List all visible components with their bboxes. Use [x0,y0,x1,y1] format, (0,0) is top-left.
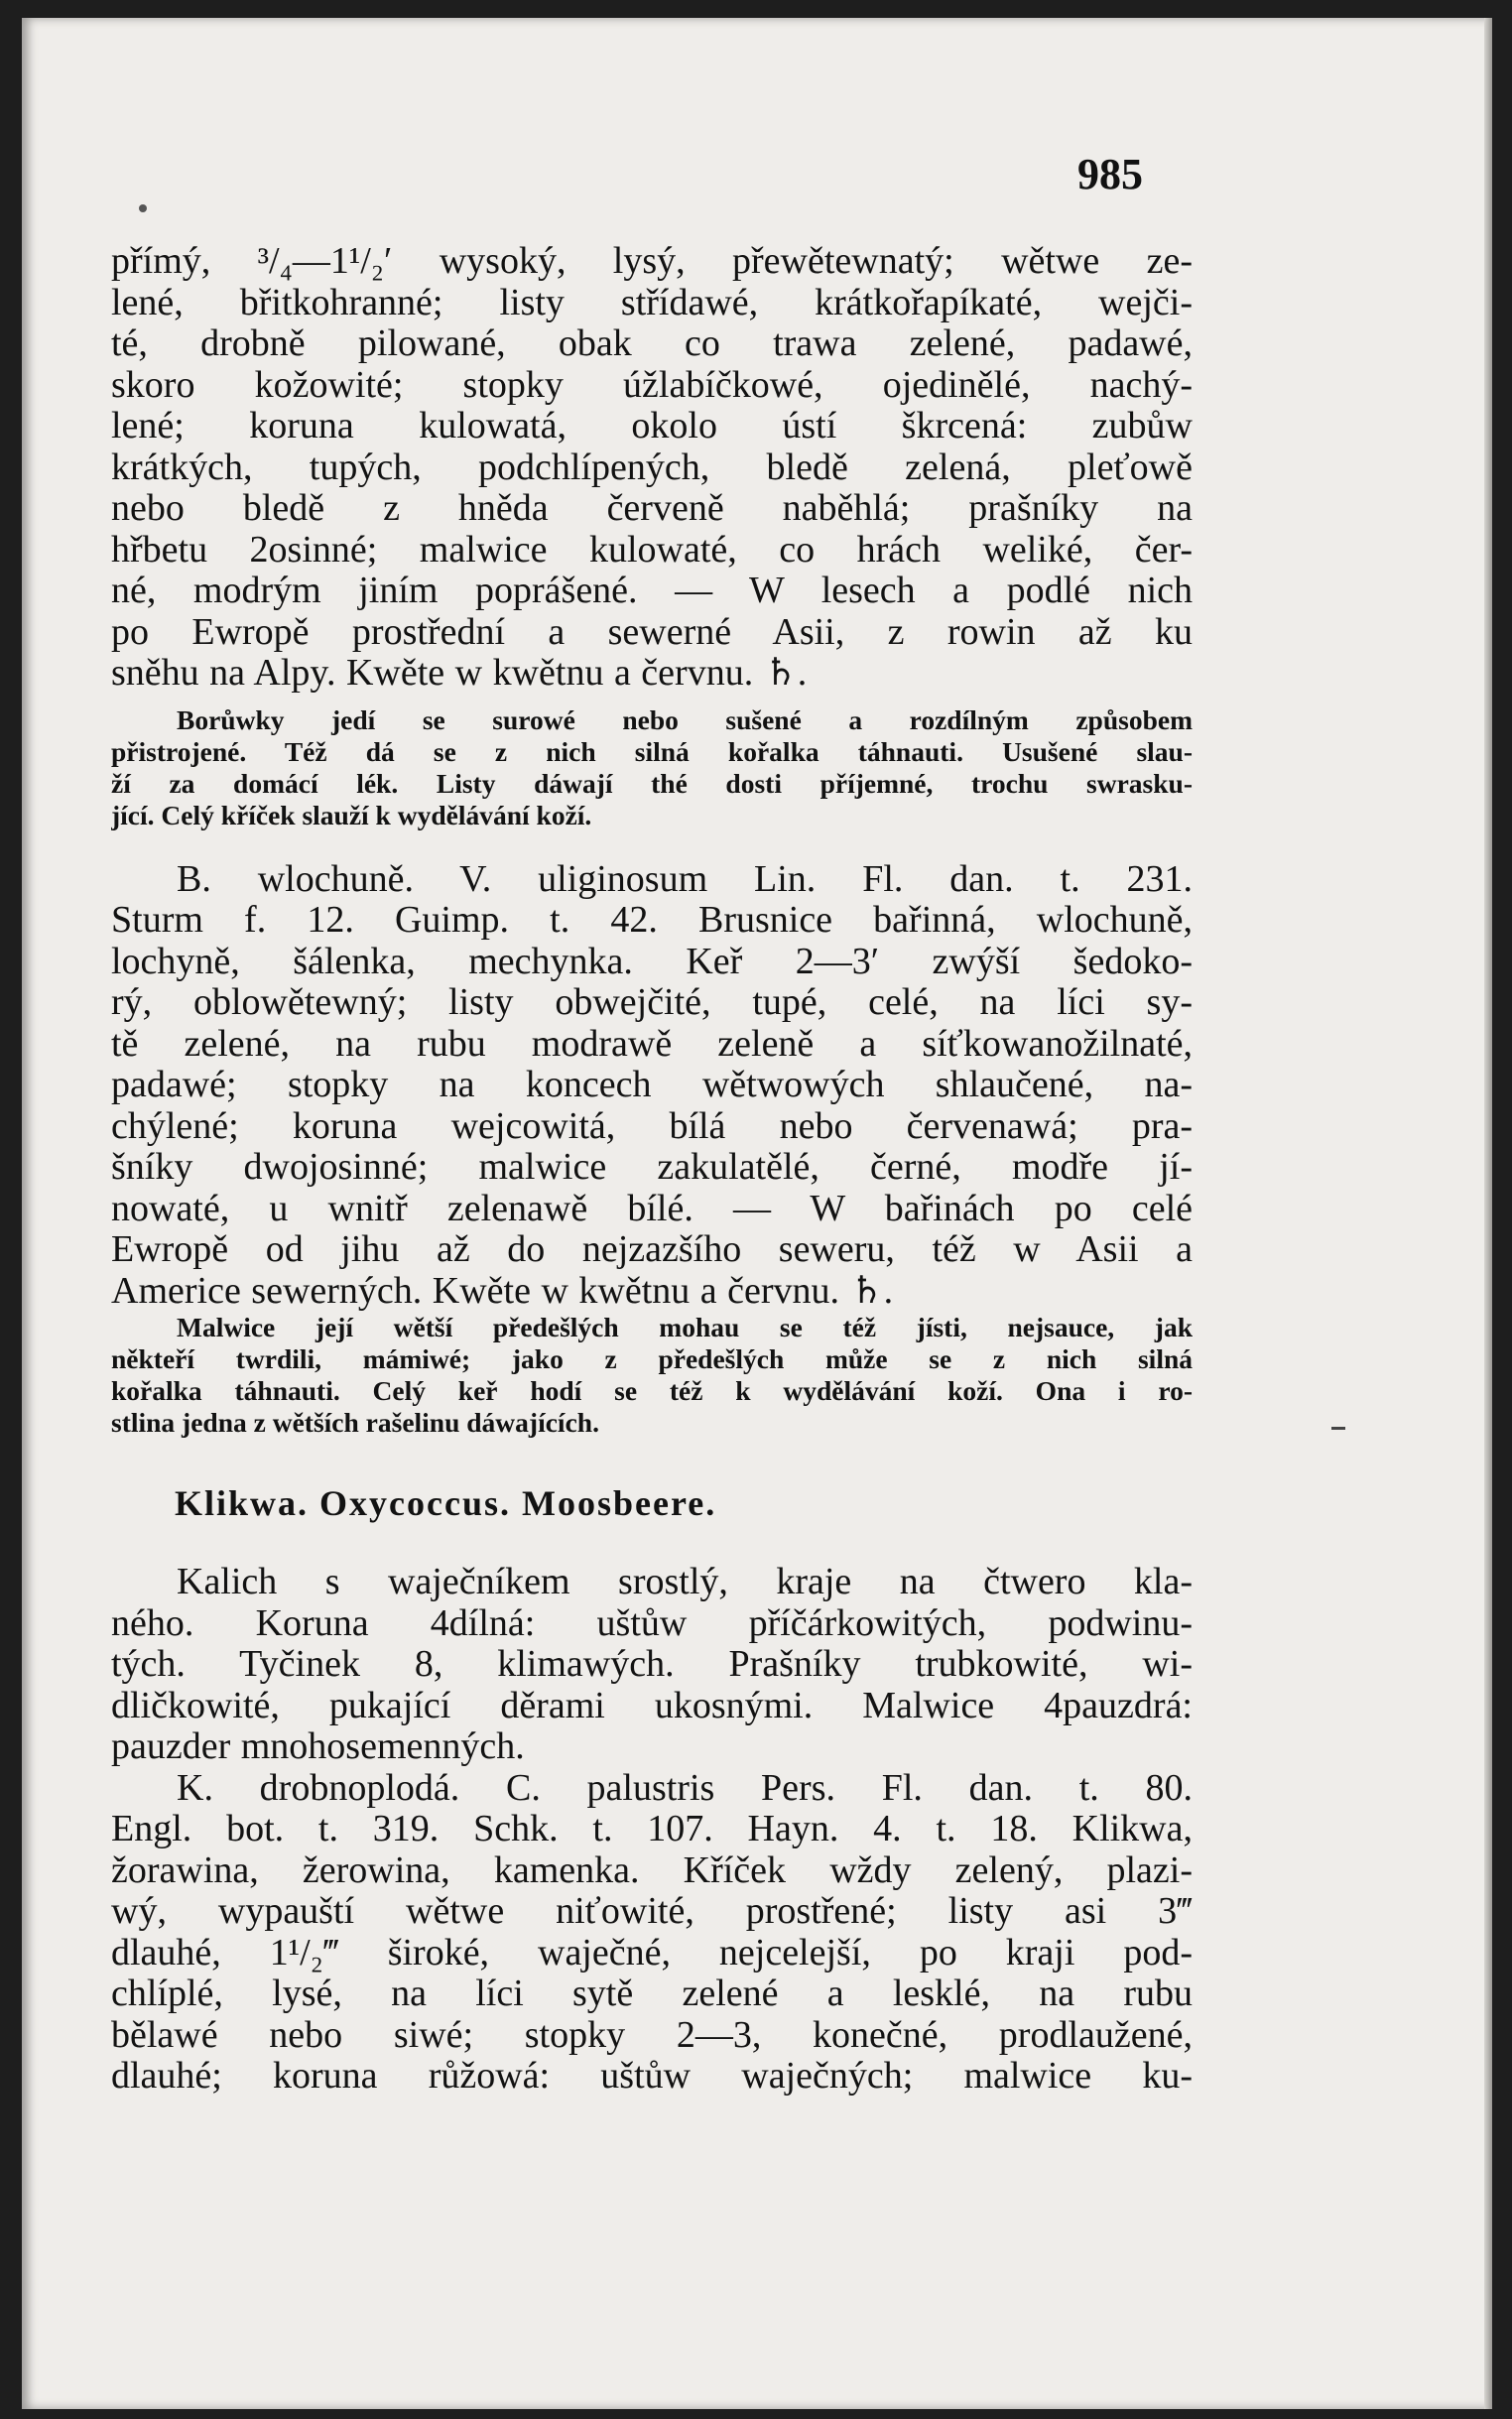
text-line: padawé; stopky na koncech wětwowých shlaučené, na- [111,1065,1193,1105]
text-line: žorawina, žerowina, kamenka. Kříček wždy zelený, plazi- [111,1849,1193,1891]
text-line: lené, břitkohranné; listy střídawé, krátkořapíkaté, wejči- [111,282,1193,323]
text-line: hřbetu 2osinné; malwice kulowaté, co hrách weliké, čer- [111,529,1193,571]
text-line: sněhu na Alpy. Kwěte w kwětnu a červnu. ♄. [111,653,808,694]
text-line: bělawé nebo siwé; stopky 2—3, konečné, prodlaužené, [111,2014,1193,2056]
text-line: rý, oblowětewný; listy obwejčité, tupé, celé, na líci sy- [111,982,1193,1023]
text-line: Americe sewerných. Kwěte w kwětnu a červnu. ♄. [111,1270,894,1312]
text-line: né, modrým jiním poprášené. — W lesech a podlé nich [111,571,1193,611]
note-line: kořalka táhnauti. Celý keř hodí se též k wydělávání koží. Ona i ro- [111,1375,1193,1406]
text-line: lochyně, šálenka, mechynka. Keř 2—3′ zwýší šedoko- [111,941,1193,982]
page-number: 985 [1077,150,1143,198]
text-line: chýlené; koruna wejcowitá, bílá nebo červenawá; pra- [111,1105,1193,1147]
text-line: K. drobnoplodá. C. palustris Pers. Fl. dan. t. 80. [177,1767,1193,1809]
text-line: nowaté, u wnitř zelenawě bílé. — W bařinách po celé [111,1188,1193,1229]
text-line: šníky dwojosinné; malwice zakulatělé, černé, modře jí- [111,1147,1193,1188]
text-line: chlíplé, lysé, na líci sytě zelené a lesklé, na rubu [111,1973,1193,2014]
book-page [22,18,1492,2409]
note-line: ží za domácí lék. Listy dáwají thé dosti příjemné, trochu swrasku- [111,767,1193,799]
text-line: wý, wypauští wětwe niťowité, prostřené; listy asi 3‴ [111,1891,1193,1932]
note-line: přistrojené. Též dá se z nich silná kořalka táhnauti. Usušené slau- [111,735,1193,767]
section-heading: Klikwa. Oxycoccus. Moosbeere. [175,1483,717,1523]
text-line: dlauhé, 1¹/₂‴ široké, waječné, nejcelejší, po kraji pod- [111,1932,1193,1973]
note-line: někteří twrdili, mámiwé; jako z předešlých může se z nich silná [111,1343,1193,1374]
paragraph-genus-description [111,1562,1193,1768]
note-wlochune [111,1312,1193,1439]
text-line: tých. Tyčinek 8, klimawých. Prašníky trubkowité, wi- [111,1644,1193,1685]
paragraph-vaccinium-uliginosum [111,859,1193,1313]
text-line: Ewropě od jihu až do nejzazšího seweru, též w Asii a [111,1229,1193,1270]
page-edge [1484,18,1492,2409]
ink-speck [139,204,147,212]
paragraph-oxycoccus-palustris [111,1768,1193,2098]
margin-mark [1331,1427,1345,1430]
paragraph-vaccinium-myrtillus [111,241,1193,695]
text-line: ného. Koruna 4dílná: uštůw příčárkowitých, podwinu- [111,1602,1193,1644]
note-line: Borůwky jedí se surowé nebo sušené a rozdílným způsobem [177,703,1193,735]
text-line: lené; koruna kulowatá, okolo ústí škrcená: zubůw [111,406,1193,446]
text-line: B. wlochuně. V. uliginosum Lin. Fl. dan. t. 231. [177,858,1193,900]
text-line: Engl. bot. t. 319. Schk. t. 107. Hayn. 4. t. 18. Klikwa, [111,1809,1193,1849]
text-line: tě zelené, na rubu modrawě zeleně a síťkowanožilnaté, [111,1023,1193,1065]
note-line: stlina jedna z wětších rašelinu dáwajících. [111,1407,599,1438]
page-text [111,241,1193,2098]
note-borowky [111,704,1193,831]
text-line: skoro kožowité; stopky úžlabíčkowé, ojedinělé, nachý- [111,364,1193,406]
text-line: krátkých, tupých, podchlípených, bledě zelená, pleťowě [111,446,1193,488]
text-line: dlauhé; koruna růžowá: uštůw waječných; malwice ku- [111,2056,1193,2097]
text-line: té, drobně pilowané, obak co trawa zelené, padawé, [111,323,1193,364]
text-line: pauzder mnohosemenných. [111,1726,525,1767]
text-line: přímý, ³/₄—1¹/₂′ wysoký, lysý, přewětewnatý; wětwe ze- [111,241,1193,282]
text-line: nebo bledě z hněda červeně naběhlá; prašníky na [111,488,1193,529]
text-line: Sturm f. 12. Guimp. t. 42. Brusnice bařinná, wlochuně, [111,900,1193,941]
text-line: po Ewropě prostřední a sewerné Asii, z rowin až ku [111,611,1193,653]
text-line: dličkowité, pukající děrami ukosnými. Malwice 4pauzdrá: [111,1685,1193,1726]
text-line: Kalich s waječníkem srostlý, kraje na čtwero kla- [177,1562,1193,1602]
note-line: Malwice její wětší předešlých mohau se též jísti, nejsauce, jak [177,1312,1193,1342]
note-line: jící. Celý kříček slauží k wydělávání koží. [111,799,592,830]
